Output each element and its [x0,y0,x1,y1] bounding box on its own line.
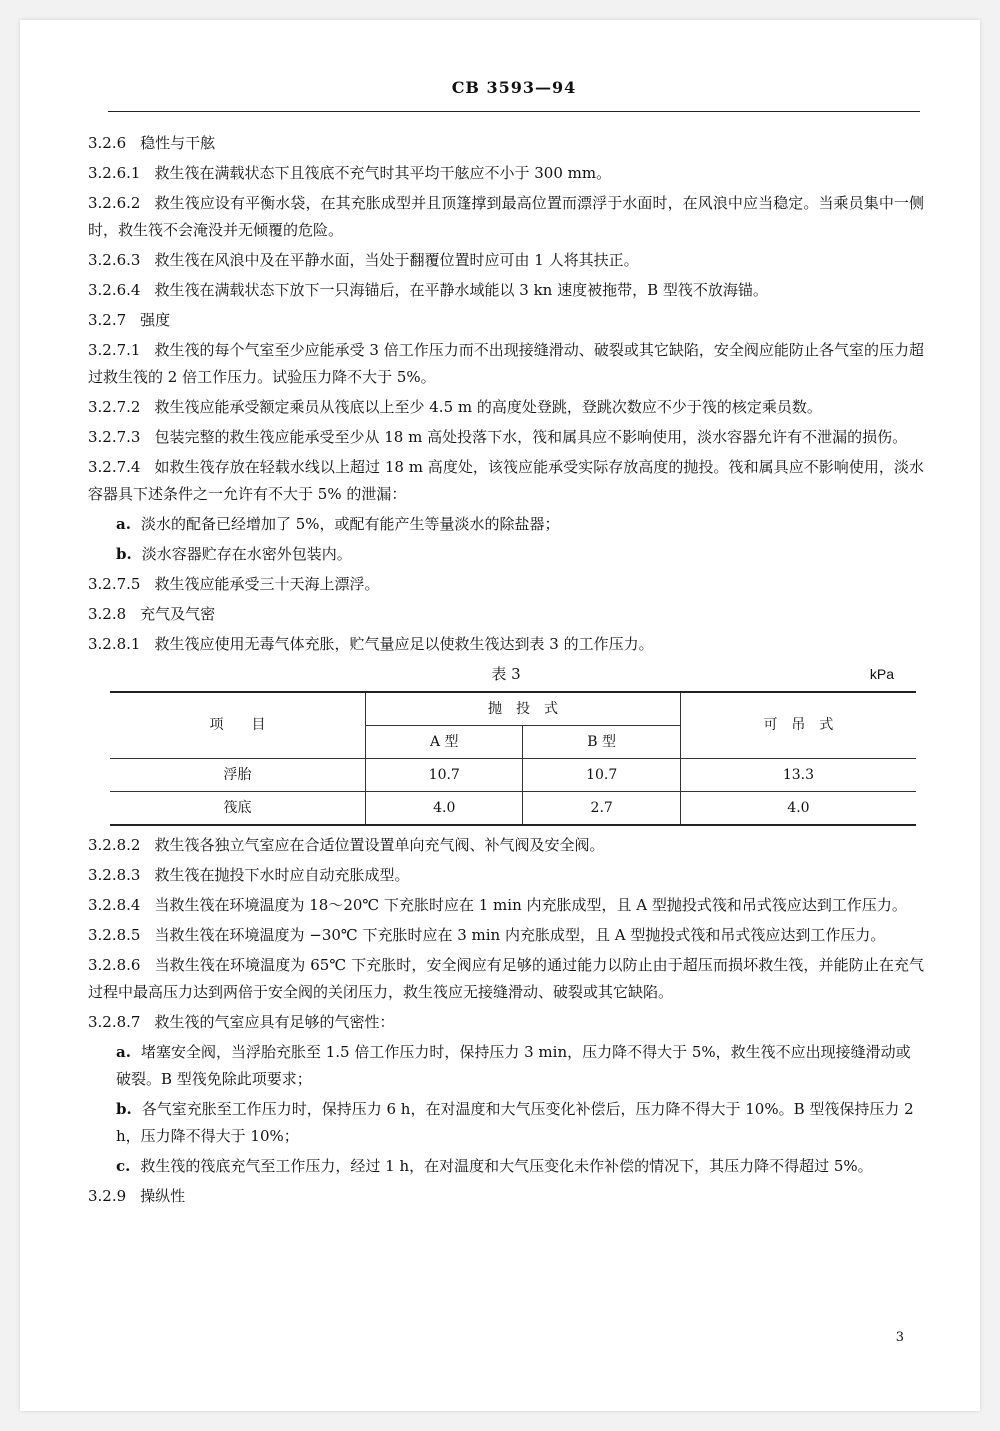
clause-text: 当救生筏在环境温度为 18～20℃ 下充胀时应在 1 min 内充胀成型，且 A 型抛投式筏和吊式筏应达到工作压力。 [154,896,907,914]
section-maneuverability [88,1183,924,1210]
list-item [88,1039,924,1093]
list-item [88,1096,924,1150]
list-item-text: 救生筏的筏底充气至工作压力，经过 1 h，在对温度和大气压变化未作补偿的情况下，其压力降不得超过 5%。 [140,1157,873,1175]
clause [88,832,924,859]
clause [88,307,924,334]
clause-number: 3.2.8.4 [88,896,141,914]
section-inflation-continued [88,832,924,1036]
list-item [88,511,924,538]
clause-text: 救生筏应能承受三十天海上漂浮。 [154,575,380,593]
table-row [110,759,916,792]
clause-number: 3.2.8.3 [88,866,141,884]
col-header-type-a: A 型 [366,726,523,759]
clause-text: 救生筏的气室应具有足够的气密性： [154,1013,395,1031]
clause-text: 救生筏在风浪中及在平静水面，当处于翻覆位置时应可由 1 人将其扶正。 [154,251,639,269]
list-item-text: 各气室充胀至工作压力时，保持压力 6 h，在对温度和大气压变化补偿后，压力降不得大于 10%。B 型筏保持压力 2 h，压力降不得大于 10%； [116,1100,914,1145]
document-page [20,20,980,1411]
clause-text: 稳性与干舷 [140,134,216,152]
row-label: 浮胎 [110,759,366,792]
clause [88,277,924,304]
clause [88,424,924,451]
table-row [110,792,916,826]
cell-type-a: 10.7 [366,759,523,792]
list-item-marker: b. [116,545,132,563]
clause-number: 3.2.7.4 [88,458,141,476]
list-water-conditions [88,511,924,568]
clause-number: 3.2.6.2 [88,194,141,212]
section-inflation [88,571,924,658]
col-header-throw: 抛 投 式 [366,692,681,726]
clause-number: 3.2.7.2 [88,398,141,416]
clause-text: 当救生筏在环境温度为 65℃ 下充胀时，安全阀应有足够的通过能力以防止由于超压而损坏救生筏，并能防止在充气过程中最高压力达到两倍于安全阀的关闭压力，救生筏应无接缝滑动、破裂或其它缺陷。 [88,956,924,1001]
clause-number: 3.2.6.3 [88,251,141,269]
clause-text: 救生筏在满载状态下放下一只海锚后，在平静水域能以 3 kn 速度被拖带，B 型筏不放海锚。 [154,281,768,299]
clause-number: 3.2.7.3 [88,428,141,446]
clause [88,337,924,391]
clause [88,892,924,919]
clause [88,190,924,244]
clause-number: 3.2.6.1 [88,164,141,182]
clause [88,454,924,508]
list-item-text: 淡水的配备已经增加了 5%，或配有能产生等量淡水的除盐器； [140,515,560,533]
col-header-davit: 可 吊 式 [680,692,916,759]
clause-text: 包装完整的救生筏应能承受至少从 18 m 高处投落下水，筏和属具应不影响使用，淡水容器允许有不泄漏的损伤。 [154,428,908,446]
clause [88,1183,924,1210]
clause-number: 3.2.8 [88,605,127,623]
list-airtightness [88,1039,924,1180]
table-caption: 表 3 [491,665,521,683]
list-item-marker: a. [116,1043,131,1061]
clause-text: 救生筏应能承受额定乘员从筏底以上至少 4.5 m 的高度处登跳，登跳次数应不少于筏的核定乘员数。 [154,398,822,416]
clause [88,601,924,628]
list-item-text: 淡水容器贮存在水密外包装内。 [141,545,352,563]
clause-text: 当救生筏在环境温度为 −30℃ 下充胀时应在 3 min 内充胀成型，且 A 型抛投式筏和吊式筏应达到工作压力。 [154,926,886,944]
clause-text: 如救生筏存放在轻载水线以上超过 18 m 高度处，该筏应能承受实际存放高度的抛投。筏和属具应不影响使用，淡水容器具下述条件之一允许有不大于 5% 的泄漏： [88,458,924,503]
list-item-marker: a. [116,515,131,533]
clause-text: 救生筏应设有平衡水袋，在其充胀成型并且顶篷撑到最高位置而漂浮于水面时，在风浪中应当稳定。当乘员集中一侧时，救生筏不会淹没并无倾覆的危险。 [88,194,924,239]
section-stability-strength [88,130,924,508]
clause-number: 3.2.7.1 [88,341,141,359]
clause-text: 救生筏应使用无毒气体充胀，贮气量应足以使救生筏达到表 3 的工作压力。 [154,635,654,653]
table-unit: kPa [869,666,894,682]
clause [88,247,924,274]
clause-number: 3.2.8.6 [88,956,141,974]
col-header-type-b: B 型 [523,726,680,759]
list-item [88,541,924,568]
clause-text: 强度 [140,311,171,329]
clause-text: 操纵性 [140,1187,186,1205]
document-body [88,130,924,1213]
list-item-text: 堵塞安全阀，当浮胎充胀至 1.5 倍工作压力时，保持压力 3 min，压力降不得大于 5%，救生筏不应出现接缝滑动或破裂。B 型筏免除此项要求； [116,1043,911,1088]
header-rule [108,111,920,112]
clause-text: 救生筏的每个气室至少应能承受 3 倍工作压力而不出现接缝滑动、破裂或其它缺陷，安全阀应能防止各气室的压力超过救生筏的 2 倍工作压力。试验压力降不大于 5%。 [88,341,924,386]
clause [88,862,924,889]
cell-type-a: 4.0 [366,792,523,826]
clause-number: 3.2.8.7 [88,1013,141,1031]
clause [88,394,924,421]
clause-number: 3.2.8.5 [88,926,141,944]
list-item-marker: b. [116,1100,132,1118]
list-item [88,1153,924,1180]
list-item-marker: c. [116,1157,131,1175]
table-caption-row [88,661,924,687]
clause-number: 3.2.6 [88,134,127,152]
clause [88,1009,924,1036]
table-header-row [110,692,916,726]
cell-davit: 4.0 [680,792,916,826]
clause-text: 救生筏在抛投下水时应自动充胀成型。 [154,866,410,884]
clause-text: 救生筏各独立气室应在合适位置设置单向充气阀、补气阀及安全阀。 [154,836,605,854]
clause [88,952,924,1006]
cell-davit: 13.3 [680,759,916,792]
clause-number: 3.2.8.2 [88,836,141,854]
clause-number: 3.2.9 [88,1187,127,1205]
clause [88,130,924,157]
clause-number: 3.2.7.5 [88,575,141,593]
clause-text: 充气及气密 [140,605,216,623]
clause-number: 3.2.8.1 [88,635,141,653]
clause-number: 3.2.6.4 [88,281,141,299]
clause [88,571,924,598]
cell-type-b: 10.7 [523,759,680,792]
pressure-table [110,691,916,826]
row-label: 筏底 [110,792,366,826]
standard-code-header: CB 3593—94 [451,78,577,97]
col-header-item: 项 目 [110,692,366,759]
clause-text: 救生筏在满载状态下且筏底不充气时其平均干舷应不小于 300 mm。 [154,164,612,182]
cell-type-b: 2.7 [523,792,680,826]
clause [88,160,924,187]
clause-number: 3.2.7 [88,311,127,329]
clause [88,922,924,949]
clause [88,631,924,658]
page-number: 3 [895,1330,904,1345]
